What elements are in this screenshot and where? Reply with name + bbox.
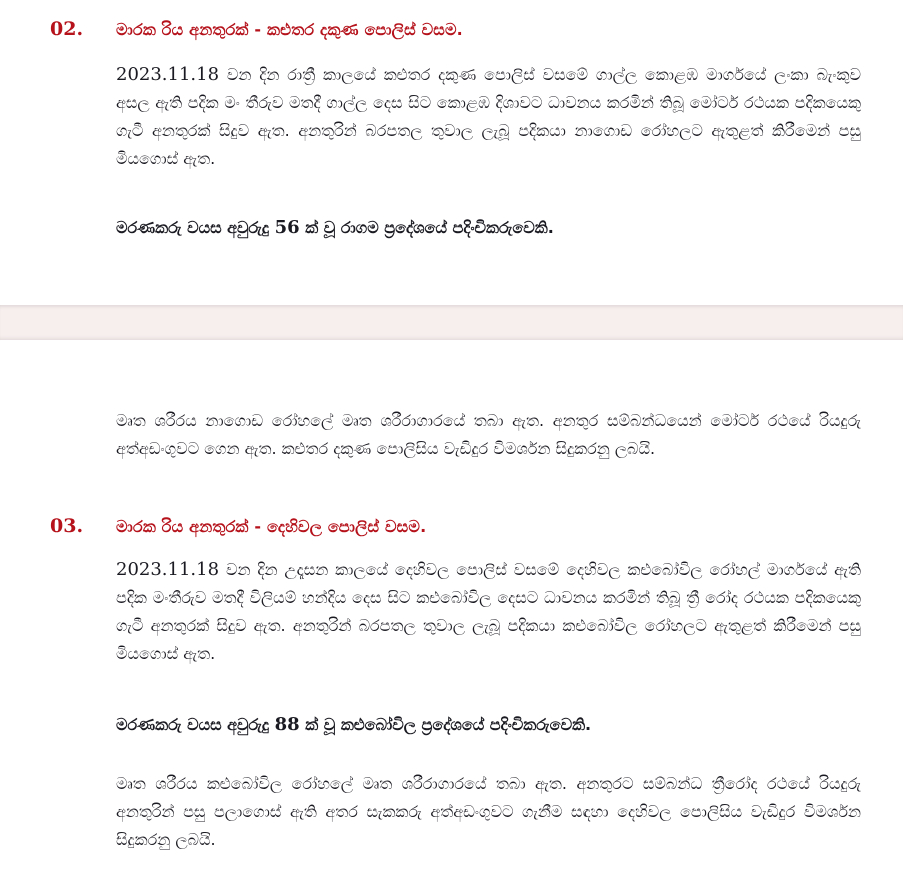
page-break	[0, 305, 903, 340]
section-02-body	[116, 61, 861, 173]
section-03-victim-pre: මරණකරු වයස අවුරුදු	[116, 715, 275, 734]
section-02-date: 2023.11.18	[116, 64, 220, 85]
section-02-title: මාරක රිය අනතුරක් - කළුතර දකුණ පොලිස් වසම.	[116, 20, 463, 39]
section-02-victim	[116, 214, 861, 242]
section-03-victim-post: ක් වූ කළුබෝවිල ප්‍රදේශයේ පදිංචිකරුවෙකි.	[299, 715, 592, 734]
section-03-date: 2023.11.18	[116, 559, 220, 580]
section-03-victim-age: 88	[274, 714, 300, 735]
section-03-number: 03.	[50, 515, 84, 537]
section-02-followup: මෘත ශරීරය නාගොඩ රෝහලේ මෘත ශරීරාගාරයේ තබා ඇත. අනතුර සම්බන්ධයෙන් මෝටර් රථයේ රියදුරු අත්අඩංගුවට ගෙන ඇත. කළුතර දකුණ පොලිසිය වැඩිදුර විමර්ශන සිදුකරනු ලබයි.	[116, 411, 861, 458]
section-03-victim	[116, 711, 861, 739]
section-02-heading	[50, 18, 463, 40]
section-03-body-text: වන දින උදෑසන කාලයේ දෙහිවල පොලිස් වසමේ දෙහිවල කළුබෝවිල රෝහල් මාර්ගයේ ඇති පදික මංතීරුව මතදී විලියම් හන්දිය දෙස සිට කළුබෝවිල දෙසට ධාවනය කරමින් තිබූ ත්‍රී රෝද රථයක පදිකයෙකු ගැටී අනතුරක් සිදුව ඇත. අනතුරින් බරපතල තුවාල ලැබූ පදිකයා කළුබෝවිල රෝහලට ඇතුළත් කිරීමෙන් පසු මියගොස් ඇත.	[116, 560, 861, 663]
section-02-victim-post: ක් වූ රාගම ප්‍රදේශයේ පදිංචිකරුවෙකි.	[299, 218, 554, 237]
section-02-victim-pre: මරණකරු වයස අවුරුදු	[116, 218, 275, 237]
section-03-heading	[50, 515, 426, 537]
section-03-followup: මෘත ශරීරය කළුබෝවිල රෝහලේ මෘත ශරීරාගාරයේ තබා ඇත. අනතුරට සම්බන්ධ ත්‍රීරෝද රථයේ රියදුරු අනතුරින් පසු පලාගොස් ඇති අතර සැකකරු අත්අඩංගුවට ගැනීම සඳහා දෙහිවල පොලිසිය වැඩිදුර විමර්ශන සිදුකරනු ලබයි.	[116, 774, 861, 849]
section-02-body-text: වන දින රාත්‍රී කාලයේ කළුතර දකුණ පොලිස් වසමේ ගාල්ල කොළඹ මාර්ගයේ ලංකා බැංකුව අසල ඇති පදික මං තීරුව මතදී ගාල්ල දෙස සිට කොළඹ දිශාවට ධාවනය කරමින් තිබූ මෝටර් රථයක පදිකයෙකු ගැටී අනතුරක් සිදුව ඇත. අනතුරින් බරපතල තුවාල ලැබූ පදිකයා නාගොඩ රෝහලට ඇතුළත් කිරීමෙන් පසු මියගොස් ඇත.	[116, 65, 861, 168]
section-02-number: 02.	[50, 18, 84, 40]
section-02-victim-age: 56	[274, 217, 300, 238]
section-03-body	[116, 556, 861, 668]
section-03-title: මාරක රිය අනතුරක් - දෙහිවල පොලිස් වසම.	[116, 517, 427, 536]
